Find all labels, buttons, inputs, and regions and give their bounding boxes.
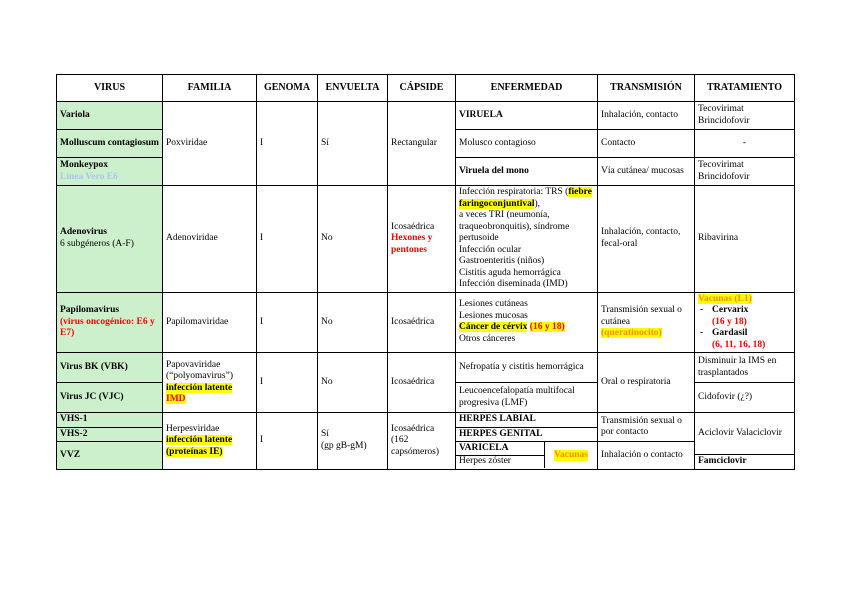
enf-text: ), <box>534 198 541 209</box>
virus-name: Adenovirus <box>60 227 107 238</box>
enf-line: Infección diseminada (IMD) <box>459 279 568 289</box>
header-enfermedad: ENFERMEDAD <box>456 75 598 102</box>
enf-line: Otros cánceres <box>459 333 516 344</box>
header-capside: CÁPSIDE <box>388 75 456 102</box>
capside-cell <box>388 186 456 293</box>
virus-name: Papilomavirus <box>60 305 120 315</box>
enfermedad-cell <box>456 186 598 293</box>
highlight-text: (proteínas IE) <box>166 446 223 457</box>
enf-line: VARICELA <box>456 443 544 456</box>
capside-cell <box>388 413 456 470</box>
virus-cell: Virus BK (VBK) <box>57 353 163 383</box>
enf-line: Gastroenteritis (niños) <box>459 256 545 266</box>
familia-text: Herpesviridae <box>166 423 220 434</box>
capside-text: Icosaédrica <box>391 423 435 434</box>
enfermedad-cell: HERPES GENITAL <box>456 427 598 442</box>
vaccines-label: Vacunas <box>554 449 588 460</box>
cell-line-note: Línea Vero E6 <box>60 171 118 182</box>
transmision-cell: Inhalación o contacto <box>598 442 695 470</box>
vaccine-types: (16 y 18) <box>712 316 747 327</box>
transmision-note: (queratinocito) <box>601 328 662 338</box>
transmision-cell: Vía cutánea/ mucosas <box>598 158 695 186</box>
enfermedad-cell: Leucoencefalopatía multifocal progresiva (LMF) <box>456 383 598 413</box>
capside-cell: Icosaédrica <box>388 292 456 353</box>
header-virus: VIRUS <box>57 75 163 102</box>
enf-line: Infección ocular <box>459 244 521 255</box>
virus-subtitle: 6 subgéneros (A-F) <box>60 238 134 249</box>
tratamiento-cell: - <box>695 130 795 158</box>
familia-text: Papovaviridae <box>166 359 221 370</box>
envuelta-cell: No <box>318 292 388 353</box>
familia-cell: Adenoviridae <box>163 186 257 293</box>
enf-text: Infección respiratoria: TRS ( <box>459 187 569 197</box>
vaccines-heading: Vacunas (L1) <box>698 293 752 304</box>
genoma-cell: I <box>257 102 318 186</box>
virus-note: (virus oncogénico: E6 y E7) <box>60 316 155 338</box>
tratamiento-cell: Tecovirimat Brincidofovir <box>695 158 795 186</box>
virus-name: Monkeypox <box>60 160 109 170</box>
highlight-red-text: (16 y 18) <box>529 322 565 333</box>
enfermedad-cell: Molusco contagioso <box>456 130 598 158</box>
genoma-cell: I <box>257 186 318 293</box>
transmision-cell <box>598 292 695 353</box>
table-row <box>57 292 795 353</box>
vaccine-item: - Gardasil <box>698 328 791 340</box>
virus-cell: VHS-2 <box>57 427 163 442</box>
transmision-cell: Contacto <box>598 130 695 158</box>
enf-line: Lesiones cutáneas <box>459 299 528 310</box>
genoma-cell: I <box>257 292 318 353</box>
header-genoma: GENOMA <box>257 75 318 102</box>
table-row <box>57 413 795 428</box>
enf-line: Cistitis aguda hemorrágica <box>459 267 561 278</box>
familia-cell: Papilomaviridae <box>163 292 257 353</box>
highlight-text: infección latente <box>166 435 233 445</box>
enfermedad-cell: Nefropatía y cistitis hemorrágica <box>456 353 598 383</box>
capside-cell: Icosaédrica <box>388 353 456 413</box>
virus-cell <box>57 292 163 353</box>
familia-cell: Poxviridae <box>163 102 257 186</box>
virus-cell: VHS-1 <box>57 413 163 428</box>
header-row <box>57 75 795 102</box>
tratamiento-cell <box>695 292 795 353</box>
enfermedad-cell: HERPES LABIAL <box>456 413 598 428</box>
tratamiento-cell: Ribavirina <box>695 186 795 293</box>
table-row <box>57 186 795 293</box>
envuelta-cell: No <box>318 353 388 413</box>
virus-cell: Molluscum contagiosum <box>57 130 163 158</box>
envuelta-cell <box>318 413 388 470</box>
virus-cell <box>57 186 163 293</box>
enf-line <box>459 322 594 334</box>
capside-cell: Rectangular <box>388 102 456 186</box>
header-familia: FAMILIA <box>163 75 257 102</box>
envuelta-text: Sí <box>321 429 329 440</box>
transmision-cell: Inhalación, contacto <box>598 102 695 130</box>
header-envuelta: ENVUELTA <box>318 75 388 102</box>
tratamiento-cell: Cidofovir (¿?) <box>695 383 795 413</box>
familia-cell <box>163 413 257 470</box>
enfermedad-cell <box>456 292 598 353</box>
enfermedad-cell: Viruela del mono <box>456 158 598 186</box>
virus-table <box>56 74 795 470</box>
capside-note: Hexones y pentones <box>391 233 433 255</box>
enf-line: Herpes zóster <box>459 455 511 466</box>
envuelta-cell: No <box>318 186 388 293</box>
transmision-cell: Inhalación, contacto, fecal-oral <box>598 186 695 293</box>
virus-cell: Variola <box>57 102 163 130</box>
transmision-cell: Oral o respiratoria <box>598 353 695 413</box>
highlight-text: infección latente <box>166 382 233 393</box>
virus-cell <box>57 158 163 186</box>
virus-cell: Virus JC (VJC) <box>57 383 163 413</box>
enfermedad-cell <box>456 442 598 470</box>
tratamiento-cell: Tecovirimat Brincidofovir <box>695 102 795 130</box>
vaccine-types: (6, 11, 16, 18) <box>712 339 766 350</box>
envuelta-text: (gp gB-gM) <box>321 440 367 451</box>
header-tratamiento: TRATAMIENTO <box>695 75 795 102</box>
enfermedad-cell: VIRUELA <box>456 102 598 130</box>
header-transmision: TRANSMISIÓN <box>598 75 695 102</box>
enf-line: a veces TRI (neumonía, traqueobronquitis), síndrome pertusoide <box>459 210 570 243</box>
highlight-text: fiebre faringoconjuntival <box>459 187 592 209</box>
virus-cell: VVZ <box>57 442 163 470</box>
highlight-text: Cáncer de cérvix <box>459 322 528 333</box>
tratamiento-cell: Aciclovir Valaciclovir <box>695 413 795 455</box>
transmision-cell: Transmisión sexual o por contacto <box>598 413 695 442</box>
vaccine-item: - Cervarix <box>698 305 791 317</box>
transmision-text: Transmisión sexual o cutánea <box>601 305 682 327</box>
enf-line: Lesiones mucosas <box>459 310 528 321</box>
familia-text: (“polyomavirus”) <box>166 371 234 381</box>
genoma-cell: I <box>257 413 318 470</box>
genoma-cell: I <box>257 353 318 413</box>
table-row <box>57 353 795 383</box>
capside-text: (162 capsómeros) <box>391 435 440 457</box>
tratamiento-cell: Disminuir la IMS en trasplantados <box>695 353 795 383</box>
capside-text: Icosaédrica <box>391 221 435 232</box>
envuelta-cell: Sí <box>318 102 388 186</box>
highlight-red-text: IMD <box>166 394 186 404</box>
tratamiento-cell: Famciclovir <box>695 455 795 470</box>
familia-cell <box>163 353 257 413</box>
table-row <box>57 102 795 130</box>
